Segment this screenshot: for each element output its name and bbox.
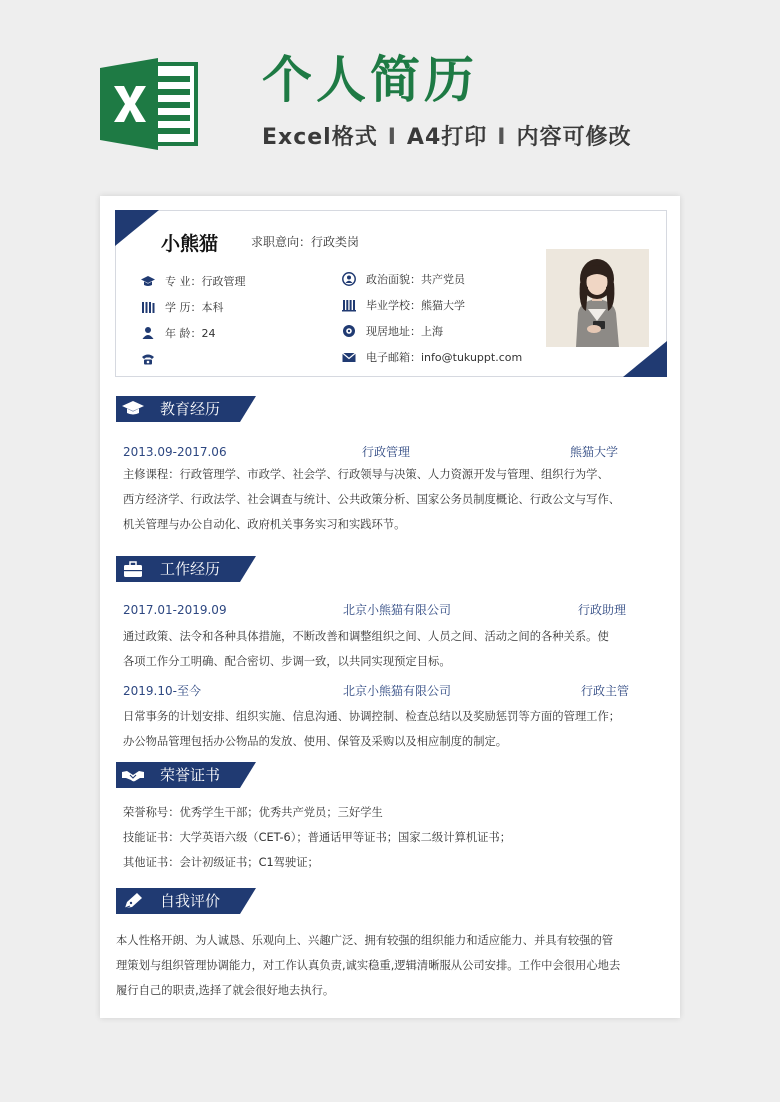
graduation-cap-icon [122, 400, 144, 418]
job-position: 行政助理 [578, 603, 627, 617]
text-line: 西方经济学、行政法学、社会调查与统计、公共政策分析、国家公务员制度概论、行政公文与写作、 [123, 493, 621, 506]
job-description [123, 704, 648, 754]
work-entry [123, 683, 643, 699]
education-text: 学 历：本科 [165, 301, 224, 314]
section-header-work [116, 556, 256, 582]
sub-sep-1: I [387, 125, 397, 150]
section-title-work: 工作经历 [160, 560, 221, 578]
resume-page [100, 196, 680, 1018]
self-evaluation [116, 928, 661, 1003]
text-line: 本人性格开朗、为人诚恳、乐观向上、兴趣广泛、拥有较强的组织能力和适应能力、并具有较强的管 [116, 934, 614, 947]
text-line: 机关管理与办公自动化、政府机关事务实习和实践环节。 [123, 518, 406, 531]
profile-header [115, 210, 667, 377]
education-entry [123, 444, 643, 460]
text-line: 荣誉称号：优秀学生干部；优秀共产党员；三好学生 [123, 806, 383, 819]
banner [0, 0, 780, 185]
handshake-icon [122, 766, 144, 784]
briefcase-icon [122, 560, 144, 578]
banner-subtitle [262, 123, 631, 153]
major-text: 专 业：行政管理 [165, 275, 246, 288]
section-header-education [116, 396, 256, 422]
email-text: 电子邮箱：info@tukuppt.com [366, 351, 523, 364]
info-email [342, 350, 522, 366]
section-header-self [116, 888, 256, 914]
work-entry [123, 602, 643, 618]
graduation-cap-icon [141, 274, 155, 288]
education-school: 熊猫大学 [570, 445, 619, 459]
location-icon [342, 324, 356, 338]
school-icon [342, 298, 356, 312]
section-title-education: 教育经历 [160, 400, 221, 418]
info-address [342, 324, 443, 340]
section-header-honors [116, 762, 256, 788]
job-intent: 求职意向：行政类岗 [251, 235, 360, 249]
excel-icon [100, 56, 198, 152]
school-text: 毕业学校：熊猫大学 [366, 299, 465, 312]
section-title-honors: 荣誉证书 [160, 766, 221, 784]
education-major: 行政管理 [362, 445, 411, 459]
job-date: 2017.01-2019.09 [123, 603, 227, 617]
corner-decoration-top-left [115, 210, 159, 246]
sub-sep-2: I [497, 125, 507, 150]
phone-icon [141, 352, 155, 366]
info-phone [141, 352, 165, 368]
text-line: 办公物品管理包括办公物品的发放、使用、保管及采购以及相应制度的制定。 [123, 735, 508, 748]
banner-title: 个人简历 [262, 51, 478, 109]
text-line: 各项工作分工明确、配合密切、步调一致，以共同实现预定目标。 [123, 655, 451, 668]
age-text: 年 龄：24 [165, 327, 216, 340]
text-line: 其他证书：会计初级证书；C1驾驶证； [123, 856, 319, 869]
badge-icon [342, 272, 356, 286]
education-date: 2013.09-2017.06 [123, 445, 227, 459]
mail-icon [342, 350, 356, 364]
job-date: 2019.10-至今 [123, 684, 201, 698]
job-position: 行政主管 [581, 684, 630, 698]
education-description [123, 462, 648, 537]
political-text: 政治面貌：共产党员 [366, 273, 465, 286]
section-title-self: 自我评价 [160, 892, 221, 910]
address-text: 现居地址：上海 [366, 325, 443, 338]
person-icon [141, 326, 155, 340]
job-description [123, 624, 648, 674]
text-line: 技能证书：大学英语六级（CET-6）；普通话甲等证书；国家二级计算机证书； [123, 831, 512, 844]
honors-list [123, 800, 648, 875]
info-age [141, 326, 216, 342]
info-school [342, 298, 465, 314]
text-line: 履行自己的职责,选择了就会很好地去执行。 [116, 984, 335, 997]
info-education [141, 300, 224, 316]
info-political [342, 272, 465, 288]
sub-excel: Excel格式 [262, 125, 378, 150]
sub-edit: 内容可修改 [516, 125, 632, 150]
books-icon [141, 300, 155, 314]
sub-a4: A4打印 [406, 125, 488, 150]
info-major [141, 274, 246, 290]
pen-icon [122, 892, 144, 910]
text-line: 主修课程：行政管理学、市政学、社会学、行政领导与决策、人力资源开发与管理、组织行为学、 [123, 468, 609, 481]
profile-photo [546, 249, 649, 347]
text-line: 理策划与组织管理协调能力，对工作认真负责,诚实稳重,逻辑清晰服从公司安排。工作中会很用心地去 [116, 959, 621, 972]
job-company: 北京小熊猫有限公司 [343, 603, 452, 617]
text-line: 日常事务的计划安排、组织实施、信息沟通、协调控制、检查总结以及奖励惩罚等方面的管理工作； [123, 710, 621, 723]
candidate-name: 小熊猫 [161, 233, 219, 255]
text-line: 通过政策、法令和各种具体措施，不断改善和调整组织之间、人员之间、活动之间的各种关系。使 [123, 630, 609, 643]
job-company: 北京小熊猫有限公司 [343, 684, 452, 698]
